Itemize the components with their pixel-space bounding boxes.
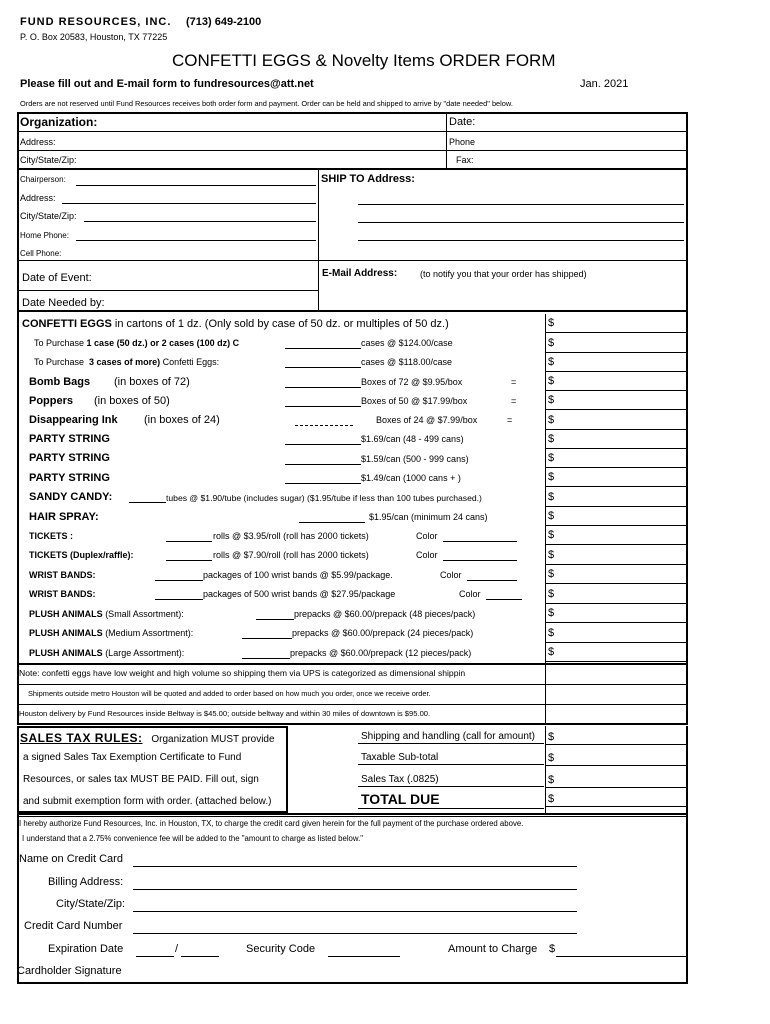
purchase1-amount-dollar: $ <box>548 337 555 349</box>
confetti-eggs-row <box>22 318 449 330</box>
plush-large-qty[interactable] <box>242 658 290 659</box>
wrist-bands-1-amount-field[interactable] <box>545 583 686 584</box>
purchase2-price: cases @ $118.00/case <box>361 357 453 367</box>
amount-to-charge-label: Amount to Charge <box>448 943 538 955</box>
hair-spray-qty[interactable] <box>299 522 365 523</box>
address2-field[interactable] <box>62 203 316 204</box>
party-string-1-amount-field[interactable] <box>545 448 686 449</box>
hair-spray-amount-field[interactable] <box>545 525 686 526</box>
tickets-duplex-label: TICKETS (Duplex/raffle): <box>29 550 134 560</box>
ship-to-line-2[interactable] <box>358 222 684 223</box>
tickets-duplex-qty[interactable] <box>166 560 212 561</box>
wrist-bands-1-price: packages of 100 wrist bands @ $5.99/package. <box>203 570 393 580</box>
city2-field[interactable] <box>84 221 316 222</box>
confetti-eggs-desc: in cartons of 1 dz. (Only sold by case of 50 dz. or multiples of 50 dz.) <box>114 318 449 330</box>
page-title: CONFETTI EGGS & Novelty Items ORDER FORM <box>172 51 556 70</box>
purchase2-amount-field[interactable] <box>545 371 686 372</box>
shipping-label: Shipping and handling (call for amount) <box>361 731 535 742</box>
plush-large-row: PLUSH ANIMALS (Large Assortment): <box>29 648 185 658</box>
ship-to-line-1[interactable] <box>358 204 684 205</box>
bomb-bags-label: Bomb Bags <box>29 376 91 388</box>
hair-spray-label: HAIR SPRAY: <box>29 511 99 523</box>
bomb-bags-amount-dollar: $ <box>548 375 555 387</box>
tickets-color-field[interactable] <box>443 541 517 542</box>
tickets-color-label: Color <box>416 531 438 541</box>
sales-tax-label: Sales Tax (.0825) <box>361 774 439 785</box>
wrist-bands-2-color-label: Color <box>459 589 481 599</box>
wrist-bands-2-price: packages of 500 wrist bands @ $27.95/package <box>203 589 396 599</box>
party-string-3-price: $1.49/can (1000 cans + ) <box>361 473 461 483</box>
convenience-fee-text: I understand that a 2.75% convenience fee will be added to the "amount to charge as listed below." <box>22 834 364 843</box>
date-of-event-label: Date of Event: <box>22 272 92 284</box>
expiration-label: Expiration Date <box>48 943 124 955</box>
home-phone-field[interactable] <box>76 240 316 241</box>
poppers-box: (in boxes of 50) <box>94 395 170 407</box>
date-needed-label: Date Needed by: <box>22 297 105 309</box>
taxable-subtotal-amount-dollar: $ <box>548 752 555 764</box>
card-number-field[interactable] <box>133 933 577 934</box>
sales-tax-title-row: SALES TAX RULES: Organization MUST provide <box>20 731 275 745</box>
shipping-amount-dollar: $ <box>548 731 555 743</box>
tickets-duplex-amount-dollar: $ <box>548 549 555 561</box>
billing-city-label: City/State/Zip: <box>56 898 126 910</box>
purchase1-price: cases @ $124.00/case <box>361 338 453 348</box>
total-due-label: TOTAL DUE <box>361 791 440 807</box>
party-string-1-price: $1.69/can (48 - 499 cans) <box>361 434 464 444</box>
tickets-duplex-amount-field[interactable] <box>545 564 686 565</box>
poppers-price: Boxes of 50 @ $17.99/box <box>361 396 468 406</box>
chairperson-label: Chairperson: <box>20 175 66 184</box>
tickets-label: TICKETS : <box>29 531 73 541</box>
party-string-2-price: $1.59/can (500 - 999 cans) <box>361 454 469 464</box>
sales-tax-rules-line3: Resources, or sales tax MUST BE PAID. Fill out, sign <box>23 774 259 785</box>
wrist-bands-1-color-label: Color <box>440 570 462 580</box>
purchase1-qty[interactable] <box>285 348 361 349</box>
party-string-3-label: PARTY STRING <box>29 472 110 484</box>
plush-small-amount-dollar: $ <box>548 607 555 619</box>
plush-small-amount-field[interactable] <box>545 622 686 623</box>
party-string-2-amount-dollar: $ <box>548 452 555 464</box>
tickets-duplex-color-field[interactable] <box>443 560 517 561</box>
wrist-bands-2-color-field[interactable] <box>486 599 522 600</box>
email-address-label: E-Mail Address: <box>322 268 398 279</box>
party-string-3-amount-dollar: $ <box>548 471 555 483</box>
name-on-card-label: Name on Credit Card <box>19 853 123 865</box>
note-houston-delivery: Houston delivery by Fund Resources inside Beltway is $45.00; outside beltway and within 30 miles of downtown is $95.00. <box>19 709 431 718</box>
disappearing-ink-label: Disappearing Ink <box>29 414 118 426</box>
plush-medium-qty[interactable] <box>242 638 292 639</box>
hair-spray-price: $1.95/can (minimum 24 cans) <box>369 512 488 522</box>
wrist-bands-2-qty[interactable] <box>155 599 203 600</box>
plush-medium-price: prepacks @ $60.00/prepack (24 pieces/pack) <box>292 628 474 638</box>
poppers-label: Poppers <box>29 395 74 407</box>
total-due-amount-dollar: $ <box>548 793 555 805</box>
expiration-slash: / <box>175 943 179 955</box>
confetti-eggs-amount-dollar: $ <box>548 317 555 329</box>
purchase2-row: To Purchase 3 cases of more) Confetti Eggs: <box>34 357 220 367</box>
email-instruction: Please fill out and E-mail form to fundresources@att.net <box>20 78 314 90</box>
sales-tax-amount-field[interactable] <box>545 787 686 788</box>
shipping-amount-field[interactable] <box>545 744 686 745</box>
home-phone-label: Home Phone: <box>20 231 69 240</box>
plush-large-price: prepacks @ $60.00/prepack (12 pieces/pack) <box>290 648 472 658</box>
cell-phone-label: Cell Phone: <box>20 249 62 258</box>
wrist-bands-1-amount-dollar: $ <box>548 568 555 580</box>
chairperson-field[interactable] <box>76 185 316 186</box>
sandy-candy-label: SANDY CANDY: <box>29 491 113 503</box>
disappearing-ink-box: (in boxes of 24) <box>144 414 220 426</box>
tickets-qty[interactable] <box>166 541 212 542</box>
plush-medium-amount-dollar: $ <box>548 627 555 639</box>
amount-to-charge-dollar: $ <box>549 943 556 955</box>
purchase2-amount-dollar: $ <box>548 356 555 368</box>
taxable-subtotal-label: Taxable Sub-total <box>361 752 439 763</box>
company-name: FUND RESOURCES, INC. <box>20 16 172 28</box>
amount-to-charge-field[interactable] <box>556 956 686 957</box>
name-on-card-field[interactable] <box>133 866 577 867</box>
cardholder-signature-label: Cardholder Signature <box>17 965 122 977</box>
address2-label: Address: <box>20 193 56 203</box>
wrist-bands-1-label: WRIST BANDS: <box>29 570 96 580</box>
plush-large-amount-field[interactable] <box>545 661 686 662</box>
plush-medium-row: PLUSH ANIMALS (Medium Assortment): <box>29 628 194 638</box>
plush-medium-amount-field[interactable] <box>545 642 686 643</box>
company-phone: (713) 649-2100 <box>186 16 262 28</box>
tickets-amount-dollar: $ <box>548 529 555 541</box>
sales-tax-rules-line2: a signed Sales Tax Exemption Certificate to Fund <box>23 752 242 763</box>
authorization-text: I hereby authorize Fund Resources, Inc. in Houston, TX, to charge the credit card given herein for the full payment of the purchase ordered above. <box>19 819 524 828</box>
phone-label: Phone <box>449 137 476 147</box>
hair-spray-amount-dollar: $ <box>548 510 555 522</box>
expiration-month-field[interactable] <box>136 956 174 957</box>
security-code-field[interactable] <box>328 956 400 957</box>
wrist-bands-1-color-field[interactable] <box>467 580 517 581</box>
sales-tax-rules-line4: and submit exemption form with order. (attached below.) <box>23 796 272 807</box>
disappearing-ink-price: Boxes of 24 @ $7.99/box <box>376 415 478 425</box>
confetti-eggs-title: CONFETTI EGGS <box>22 318 112 330</box>
note-ups: Note: confetti eggs have low weight and high volume so shipping them via UPS is categorized as dimensional shippin <box>19 668 466 678</box>
address-label: Address: <box>20 137 56 147</box>
party-string-1-amount-dollar: $ <box>548 433 555 445</box>
party-string-1-qty[interactable] <box>285 444 361 445</box>
total-due-amount-field[interactable] <box>545 806 686 807</box>
plush-large-amount-dollar: $ <box>548 646 555 658</box>
order-notice: Orders are not reserved until Fund Resources receives both order form and payment. Order can be held and shipped to arrive by "date needed" below. <box>20 99 513 108</box>
party-string-1-label: PARTY STRING <box>29 433 110 445</box>
plush-small-qty[interactable] <box>256 619 294 620</box>
disappearing-ink-amount-field[interactable] <box>545 429 686 430</box>
purchase1-row: To Purchase 1 case (50 dz.) or 2 cases (100 dz) C <box>34 338 240 348</box>
party-string-2-label: PARTY STRING <box>29 452 110 464</box>
purchase2-qty[interactable] <box>285 367 361 368</box>
wrist-bands-1-qty[interactable] <box>155 580 203 581</box>
bomb-bags-qty[interactable] <box>285 387 361 388</box>
form-date: Jan. 2021 <box>580 78 629 90</box>
card-number-label: Credit Card Number <box>24 920 123 932</box>
tickets-duplex-price: rolls @ $7.90/roll (roll has 2000 tickets) <box>213 550 369 560</box>
sandy-candy-amount-field[interactable] <box>545 506 686 507</box>
wrist-bands-2-amount-field[interactable] <box>545 603 686 604</box>
sales-tax-amount-dollar: $ <box>548 774 555 786</box>
disappearing-ink-qty[interactable] <box>295 425 353 426</box>
party-string-3-qty[interactable] <box>285 483 361 484</box>
tickets-duplex-color-label: Color <box>416 550 438 560</box>
bomb-bags-box: (in boxes of 72) <box>114 376 190 388</box>
organization-box <box>17 112 688 312</box>
confetti-eggs-amount-field[interactable] <box>545 332 686 333</box>
wrist-bands-2-amount-dollar: $ <box>548 588 555 600</box>
organization-label: Organization: <box>20 115 98 129</box>
poppers-amount-field[interactable] <box>545 409 686 410</box>
email-note: (to notify you that your order has shipped) <box>420 269 587 279</box>
sandy-candy-price: tubes @ $1.90/tube (includes sugar) ($1.95/tube if less than 100 tubes purchased.) <box>166 493 482 503</box>
fax-label: Fax: <box>456 155 474 165</box>
city2-label: City/State/Zip: <box>20 211 77 221</box>
billing-address-label: Billing Address: <box>48 876 124 888</box>
disappearing-ink-amount-dollar: $ <box>548 414 555 426</box>
sandy-candy-amount-dollar: $ <box>548 491 555 503</box>
party-string-2-amount-field[interactable] <box>545 467 686 468</box>
bomb-bags-amount-field[interactable] <box>545 390 686 391</box>
tickets-amount-field[interactable] <box>545 544 686 545</box>
purchase1-amount-field[interactable] <box>545 352 686 353</box>
taxable-subtotal-amount-field[interactable] <box>545 765 686 766</box>
note-outside-houston: Shipments outside metro Houston will be quoted and added to order based on how much you order, once we receive order. <box>28 689 431 698</box>
expiration-year-field[interactable] <box>181 956 219 957</box>
billing-city-field[interactable] <box>133 911 577 912</box>
plush-small-row: PLUSH ANIMALS (Small Assortment): <box>29 609 184 619</box>
company-address: P. O. Box 20583, Houston, TX 77225 <box>20 32 168 42</box>
sandy-candy-qty[interactable] <box>129 502 166 503</box>
ship-to-label: SHIP TO Address: <box>321 173 415 185</box>
bomb-bags-price: Boxes of 72 @ $9.95/box <box>361 377 463 387</box>
billing-address-field[interactable] <box>133 889 577 890</box>
plush-small-price: prepacks @ $60.00/prepack (48 pieces/pack) <box>294 609 476 619</box>
ship-to-line-3[interactable] <box>358 240 684 241</box>
security-code-label: Security Code <box>246 943 316 955</box>
poppers-amount-dollar: $ <box>548 394 555 406</box>
poppers-qty[interactable] <box>285 406 361 407</box>
tickets-price: rolls @ $3.95/roll (roll has 2000 tickets) <box>213 531 369 541</box>
wrist-bands-2-label: WRIST BANDS: <box>29 589 96 599</box>
city-label: City/State/Zip: <box>20 155 77 165</box>
party-string-3-amount-field[interactable] <box>545 486 686 487</box>
party-string-2-qty[interactable] <box>285 464 361 465</box>
date-label: Date: <box>449 116 476 128</box>
